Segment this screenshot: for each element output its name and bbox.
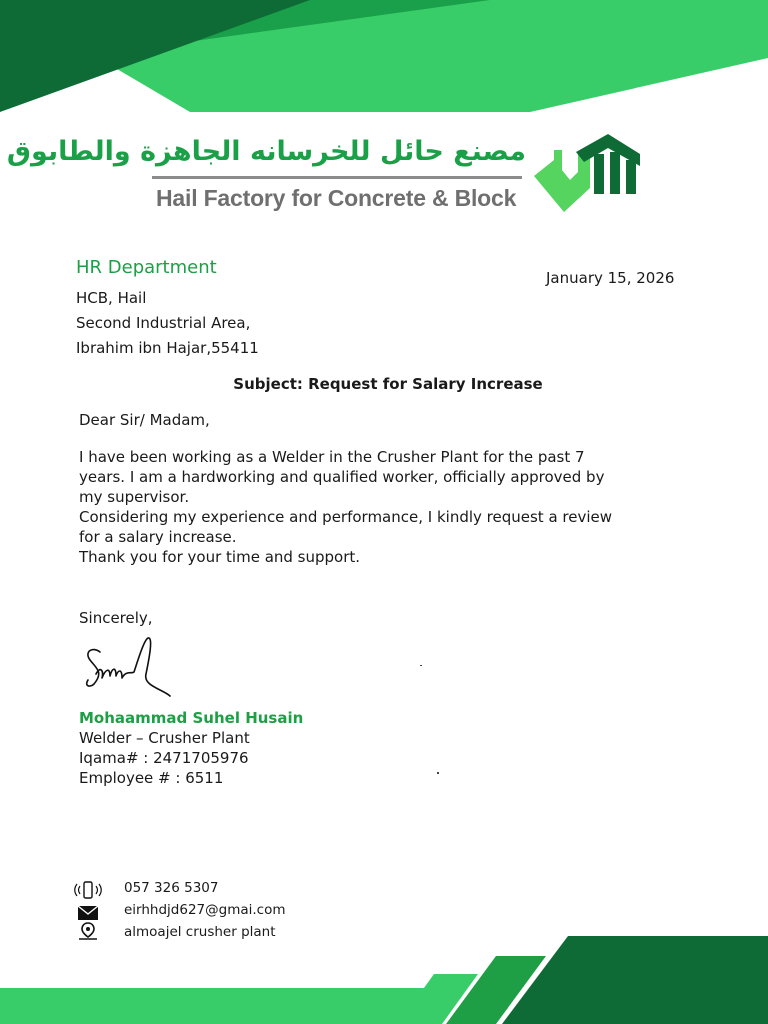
footer-banner — [0, 930, 768, 1024]
handwritten-signature — [82, 630, 178, 700]
footer-dark-block — [502, 936, 768, 1024]
body-line: my supervisor. — [79, 488, 190, 506]
address-line: Ibrahim ibn Hajar,55411 — [76, 339, 259, 357]
contact-phone: 057 326 5307 — [124, 880, 219, 896]
sender-employee-number: Employee # : 6511 — [79, 769, 224, 787]
letter-date: January 15, 2026 — [546, 269, 675, 287]
email-icon — [74, 903, 102, 923]
signature-stroke — [87, 638, 170, 696]
footer-light-bar — [0, 988, 424, 1024]
sender-name: Mohaammad Suhel Husain — [79, 709, 304, 727]
company-name-english: Hail Factory for Concrete & Block — [156, 185, 517, 211]
logo-divider — [152, 176, 522, 179]
body-line: for a salary increase. — [79, 528, 237, 546]
address-line: HCB, Hail — [76, 289, 147, 307]
body-line: Considering my experience and performance, I kindly request a review — [79, 508, 613, 526]
address-line: Second Industrial Area, — [76, 314, 251, 332]
sender-iqama: Iqama# : 2471705976 — [79, 749, 249, 767]
body-line: years. I am a hardworking and qualified worker, officially approved by — [79, 468, 605, 486]
recipient-department: HR Department — [76, 257, 217, 278]
phone-icon — [74, 880, 102, 900]
contact-email: eirhhdjd627@gmai.com — [124, 902, 286, 918]
stray-dot — [420, 665, 422, 666]
contact-location: almoajel crusher plant — [124, 924, 276, 940]
logo-bar-2 — [594, 154, 604, 194]
sender-title: Welder – Crusher Plant — [79, 729, 250, 747]
logo-bar-1 — [554, 150, 562, 180]
header-banner — [0, 0, 768, 120]
letter-subject: Subject: Request for Salary Increase — [233, 375, 543, 393]
company-logo-mark — [532, 130, 640, 218]
body-line: Thank you for your time and support. — [79, 548, 361, 566]
logo-bar-4 — [626, 160, 636, 194]
logo-bar-3 — [610, 152, 620, 194]
body-line: I have been working as a Welder in the Crusher Plant for the past 7 — [79, 448, 585, 466]
stray-dot — [437, 772, 439, 774]
greeting: Dear Sir/ Madam, — [79, 411, 210, 429]
company-name-arabic: مصنع حائل للخرسانه الجاهزة والطابوق — [6, 136, 526, 167]
closing: Sincerely, — [79, 609, 153, 627]
